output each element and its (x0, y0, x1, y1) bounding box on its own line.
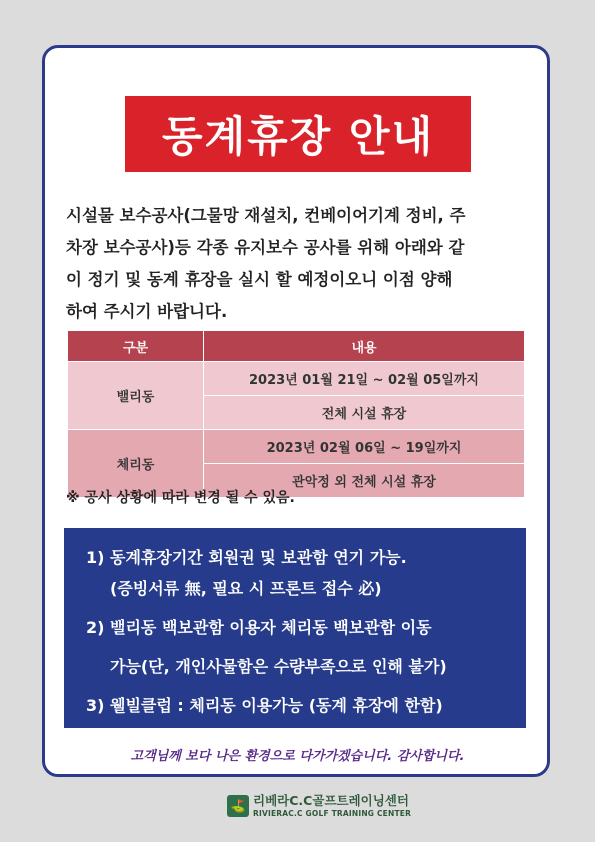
page-title: 동계휴장 안내 (125, 96, 471, 172)
header-category: 구분 (68, 331, 204, 362)
header-content: 내용 (204, 331, 525, 362)
table-row (68, 362, 525, 396)
schedule-cell: 2023년 02월 06일 ~ 19일까지 (204, 430, 525, 464)
facility-name: 체리동 (68, 430, 204, 498)
notice-item: 2) 밸리동 백보관함 이용자 체리동 백보관함 이동 (86, 618, 432, 637)
schedule-cell: 전체 시설 휴장 (204, 396, 525, 430)
intro-line: 이 정기 및 동계 휴장을 실시 할 예정이오니 이점 양해 (66, 270, 453, 289)
table-header-row (68, 331, 525, 362)
intro-paragraph (66, 200, 532, 328)
brand-name-korean: 리베라C.C골프트레이닝센터 (253, 793, 409, 808)
thanks-message: 고객님께 보다 나은 환경으로 다가가겠습니다. 감사합니다. (130, 749, 465, 764)
facility-name: 밸리동 (68, 362, 204, 430)
notice-item: 가능(단, 개인사물함은 수량부족으로 인해 불가) (110, 657, 447, 676)
notice-item: 3) 웰빌클럽 : 체리동 이용가능 (동계 휴장에 한함) (86, 696, 443, 715)
intro-line: 하여 주시기 바랍니다. (66, 302, 228, 321)
schedule-cell: 2023년 01월 21일 ~ 02월 05일까지 (204, 362, 525, 396)
brand-name-english: RIVIERAC.C GOLF TRAINING CENTER (253, 808, 412, 818)
schedule-cell: 관악정 외 전체 시설 휴장 (204, 464, 525, 498)
notice-item: (증빙서류 無, 필요 시 프론트 접수 必) (110, 579, 382, 598)
intro-line: 시설물 보수공사(그물망 재설치, 컨베이어기계 정비, 주 (66, 206, 466, 225)
schedule-table (67, 330, 525, 498)
intro-line: 차장 보수공사)등 각종 유지보수 공사를 위해 아래와 같 (66, 238, 465, 257)
brand-logo (227, 795, 411, 817)
table-row (68, 430, 525, 464)
golf-logo-icon: ⛳ (227, 795, 249, 817)
notice-box (64, 528, 526, 728)
change-note: ※ 공사 상황에 따라 변경 될 수 있음. (66, 490, 295, 506)
notice-item: 1) 동계휴장기간 회원권 및 보관함 연기 가능. (86, 548, 407, 567)
